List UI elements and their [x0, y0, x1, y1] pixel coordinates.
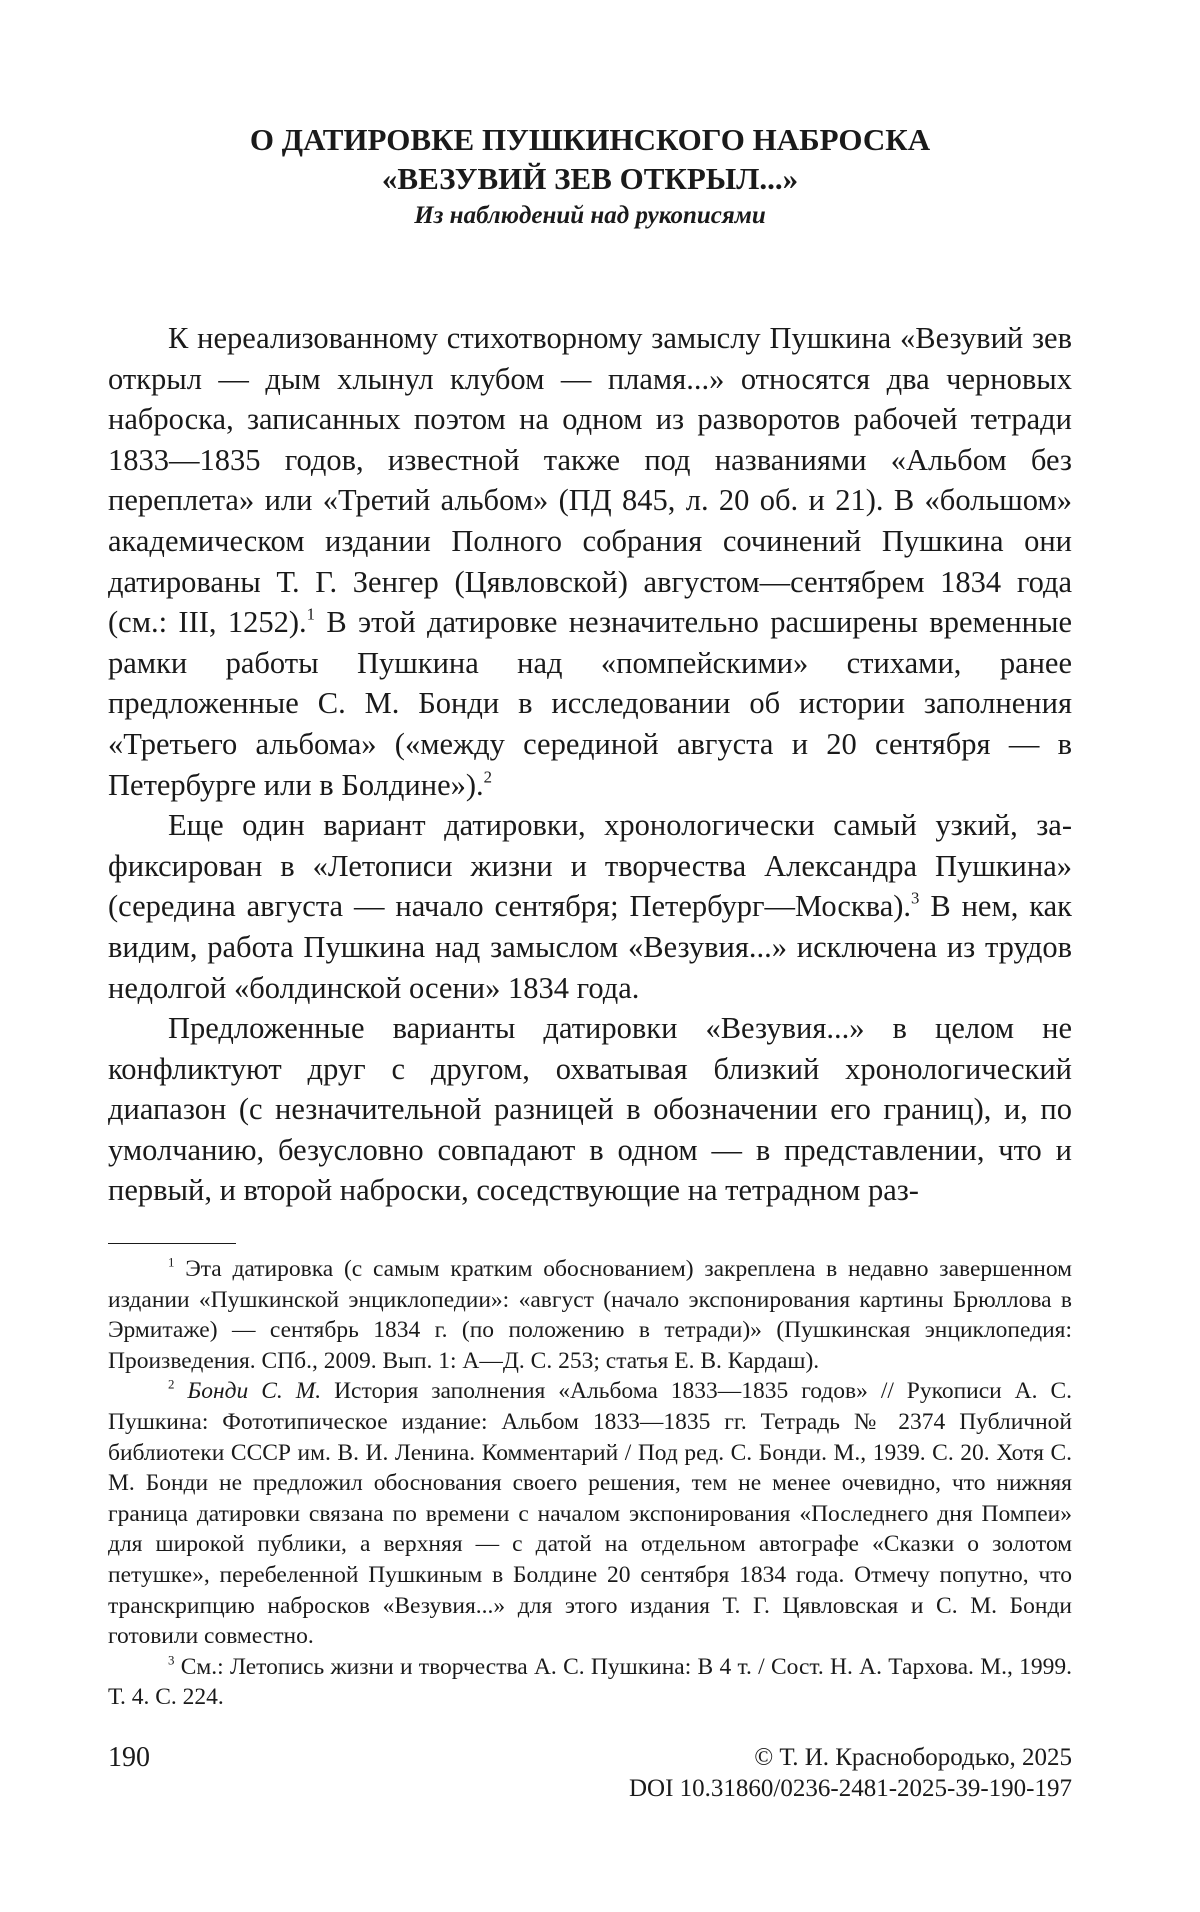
footnote-2-author: Бонди С. М.	[187, 1378, 322, 1405]
footnote-1-number: 1	[168, 1254, 175, 1270]
paragraph-2-text: Еще один вариант датировки, хронологически самый узкий, зафиксирован в «Летописи жизни и творчества Александра Пушкина» (середина августа — начало сентября; Петербург—Москва).	[108, 808, 1072, 924]
footnote-ref-2[interactable]: 2	[483, 766, 493, 786]
footnote-1-text: Эта датировка (с самым кратким обоснованием) закреплена в недавно завершенном издании «Пушкинской энциклопедии»: «август (начало экспонирования картины Брюллова в Эрмитаже) — сентябрь 1834 г. (по положению в тетради)» (Пушкинская энциклопедия: Произведения. СПб., 2009. Вып. 1: А—Д. С. 253; статья Е. В. Кардаш).	[108, 1256, 1072, 1374]
page	[108, 120, 1072, 1713]
footnote-2-number: 2	[168, 1376, 175, 1392]
footnotes	[108, 1254, 1072, 1713]
title-line-1: О ДАТИРОВКЕ ПУШКИНСКОГО НАБРОСКА	[249, 122, 931, 157]
article-subtitle: Из наблюдений над рукописями	[414, 202, 766, 229]
paragraph-3-text: Предложенные варианты датировки «Везувия...» в целом не конфликтуют друг с другом, охватывая близкий хронологический диапазон (с незначительной разницей в обозначении его границ), и, по умолчанию, безусловно совпадают в одном — в представлении, что и первый, и второй наброски, соседствующие на тетрадном раз-	[108, 1011, 1072, 1208]
article-header	[108, 120, 1072, 232]
footnote-ref-3[interactable]: 3	[911, 888, 920, 908]
doi-line[interactable]: DOI 10.31860/0236-2481-2025-39-190-197	[628, 1775, 1072, 1802]
paragraph-3	[108, 1008, 1072, 1211]
footer-meta	[629, 1742, 1072, 1804]
footnote-divider	[108, 1243, 236, 1244]
footnote-ref-1[interactable]: 1	[306, 604, 316, 624]
footnote-3	[108, 1652, 1072, 1713]
footnote-1	[108, 1254, 1072, 1376]
footnote-2	[108, 1376, 1072, 1651]
article-body	[108, 318, 1072, 1211]
footnote-2-text: История заполнения «Альбома 1833—1835 годов» // Рукописи А. С. Пушкина: Фототипическое издание: Альбом 1833—1835 гг. Тетрадь № 2374 Публичной библиотеки СССР им. В. И. Ленина. Комментарий / Под ред. С. Бонди. М., 1939. С. 20. Хотя С. М. Бонди не предложил обоснования своего решения, тем не менее очевидно, что нижняя граница датировки связана по времени с началом экспонирования «Последнего дня Помпеи» для широкой публики, а верхняя — с датой на отдельном автографе «Сказки о золотом петушке», перебеленной Пушкиным в Болдине 20 сентября 1834 года. Отмечу попутно, что транскрипцию набросков «Везувия...» для этого издания Т. Г. Цявловская и С. М. Бонди готовили совместно.	[108, 1378, 1072, 1650]
copyright-line: © Т. И. Краснобородько, 2025	[754, 1744, 1072, 1771]
title-line-2: «ВЕЗУВИЙ ЗЕВ ОТКРЫЛ...»	[381, 161, 799, 196]
paragraph-1	[108, 318, 1072, 805]
footnote-3-text: См.: Летопись жизни и творчества А. С. Пушкина: В 4 т. / Сост. Н. А. Тархова. М., 1999. Т. 4. С. 224.	[108, 1653, 1072, 1711]
paragraph-1-text: К нереализованному стихотворному замыслу Пушкина «Везувий зев открыл — дым хлынул клубом — пламя...» относятся два черновых наброска, записанных поэтом на одном из разворотов рабочей тетради 1833—1835 годов, известной также под названиями «Альбом без переплета» или «Третий альбом» (ПД 845, л. 20 об. и 21). В «большом» академическом издании Полного собрания сочинений Пушкина они датированы Т. Г. Зенгер (Цявловской) августом—сентябрем 1834 года (см.: III, 1252).	[108, 321, 1072, 640]
page-number: 190	[108, 1742, 150, 1773]
paragraph-1-tail: В этой датировке незначительно расширены временные рамки работы Пушкина над «помпейскими» стихами, ранее предложенные С. М. Бонди в исследовании об истории заполнения «Третьего альбома» («между серединой августа и 20 сентября — в Петербурге или в Болдине»).	[108, 605, 1072, 802]
paragraph-2	[108, 805, 1072, 1008]
footnote-3-number: 3	[168, 1652, 175, 1668]
paragraph-2-tail: В нем, как видим, работа Пушкина над замыслом «Везувия...» исключена из трудов недолгой «болдинской осени» 1834 года.	[108, 889, 1072, 1005]
article-title	[108, 120, 1072, 198]
